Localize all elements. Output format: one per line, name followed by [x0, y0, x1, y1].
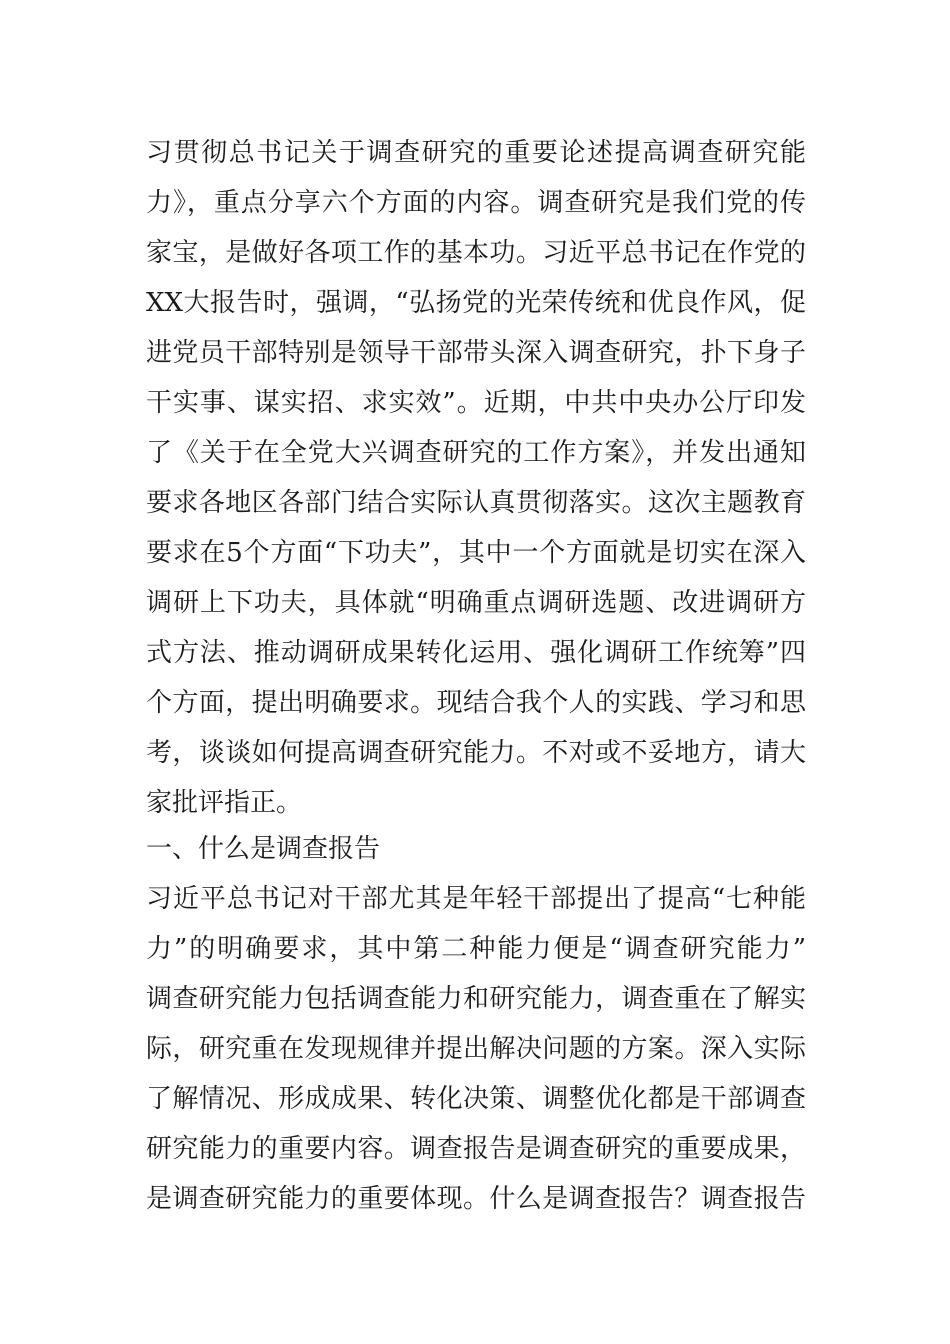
section-heading: 一、什么是调查报告: [146, 834, 381, 864]
paragraph-line-16: 力”的明确要求，其中第二种能力便是“调查研究能力”: [146, 934, 806, 964]
paragraph-line-18: 际，研究重在发现规律并提出解决问题的方案。深入实际: [146, 1034, 806, 1064]
paragraph-line-13: 考，谈谈如何提高调查研究能力。不对或不妥地方，请大: [146, 738, 806, 768]
paragraph-line-17: 调查研究能力包括调查能力和研究能力，调查重在了解实: [146, 984, 806, 1014]
paragraph-line-21: 是调查研究能力的重要体现。什么是调查报告？调查报告: [146, 1184, 806, 1214]
paragraph-line-8: 要求各地区各部门结合实际认真贯彻落实。这次主题教育: [146, 488, 806, 518]
paragraph-line-1: 习贯彻总书记关于调查研究的重要论述提高调查研究能: [146, 138, 806, 168]
paragraph-line-10: 调研上下功夫，具体就“明确重点调研选题、改进调研方: [146, 588, 806, 618]
paragraph-line-12: 个方面，提出明确要求。现结合我个人的实践、学习和思: [146, 688, 806, 718]
paragraph-line-7: 了《关于在全党大兴调查研究的工作方案》，并发出通知: [146, 438, 806, 468]
paragraph-line-9: 要求在5个方面“下功夫”，其中一个方面就是切实在深入: [146, 538, 806, 568]
paragraph-line-5: 进党员干部特别是领导干部带头深入调查研究，扑下身子: [146, 338, 806, 368]
paragraph-line-6: 干实事、谋实招、求实效”。近期，中共中央办公厅印发: [146, 388, 806, 418]
paragraph-line-11: 式方法、推动调研成果转化运用、强化调研工作统筹”四: [146, 638, 806, 668]
paragraph-line-19: 了解情况、形成成果、转化决策、调整优化都是干部调查: [146, 1084, 806, 1114]
paragraph-line-4: XX大报告时，强调，“弘扬党的光荣传统和优良作风，促: [146, 288, 806, 318]
paragraph-line-20: 研究能力的重要内容。调查报告是调查研究的重要成果，: [146, 1134, 806, 1164]
paragraph-line-3: 家宝，是做好各项工作的基本功。习近平总书记在作党的: [146, 238, 806, 268]
paragraph-line-14: 家批评指正。: [146, 788, 303, 818]
paragraph-line-2: 力》，重点分享六个方面的内容。调查研究是我们党的传: [146, 188, 806, 218]
paragraph-line-15: 习近平总书记对干部尤其是年轻干部提出了提高“七种能: [146, 884, 806, 914]
